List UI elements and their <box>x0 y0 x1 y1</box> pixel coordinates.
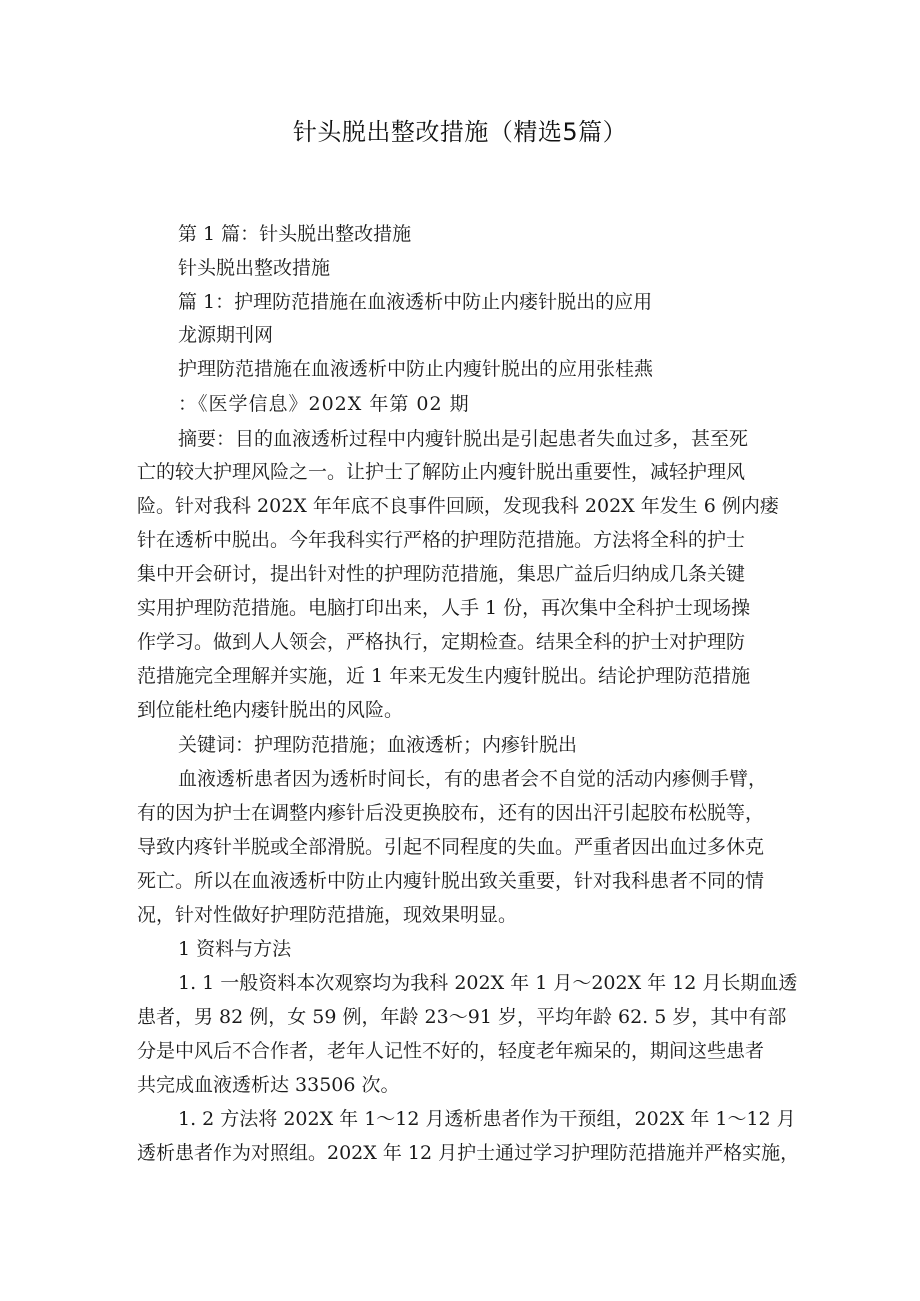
document-title: 针头脱出整改措施（精选5篇） <box>292 118 628 146</box>
abstract-line: 到位能杜绝内瘘针脱出的风险。 <box>137 699 404 721</box>
body-line: 有的因为护士在调整内瘆针后没更换胶布，还有的因出汗引起胶布松脱等， <box>137 802 765 824</box>
abstract-line: 作学习。做到人人领会，严格执行，定期检查。结果全科的护士对护理防 <box>137 631 746 653</box>
subtitle-line: 针头脱出整改措施 <box>178 257 331 279</box>
body-line: 死亡。所以在血液透析中防止内瘦针脱出致关重要，针对我科患者不同的情 <box>137 870 765 892</box>
article-heading: 篇 1：护理防范措施在血液透析中防止内瘘针脱出的应用 <box>178 291 653 313</box>
body-line: 分是中风后不合作者，老年人记性不好的，轻度老年痴呆的，期间这些患者 <box>137 1040 765 1062</box>
journal-info: ：《医学信息》202X 年第 02 期 <box>178 393 470 415</box>
section-heading-methods: 1 资料与方法 <box>178 938 292 960</box>
body-line: 患者，男 82 例，女 59 例，年龄 23～91 岁，平均年龄 62. 5 岁，其中有部 <box>137 1006 787 1028</box>
abstract-line: 险。针对我科 202X 年年底不良事件回顾，发现我科 202X 年发生 6 例内瘘 <box>137 495 779 517</box>
body-line: 导致内疼针半脱或全部滑脱。引起不同程度的失血。严重者因出血过多休克 <box>137 836 765 858</box>
abstract-line: 摘要：目的血液透析过程中内瘦针脱出是引起患者失血过多，甚至死 <box>178 428 749 450</box>
body-line: 况，针对性做好护理防范措施，现效果明显。 <box>137 904 518 926</box>
body-line: 血液透析患者因为透析时间长，有的患者会不自觉的活动内瘆侧手臂， <box>178 768 768 790</box>
abstract-line: 集中开会研讨，提出针对性的护理防范措施，集思广益后归纳成几条关键 <box>137 563 746 585</box>
section-heading: 第 1 篇：针头脱出整改措施 <box>178 223 412 245</box>
abstract-line: 实用护理防范措施。电脑打印出来，人手 1 份，再次集中全科护士现场操 <box>137 597 751 619</box>
abstract-line: 亡的较大护理风险之一。让护士了解防止内瘦针脱出重要性，减轻护理风 <box>137 461 746 483</box>
abstract-line: 针在透析中脱出。今年我科实行严格的护理防范措施。方法将全科的护士 <box>137 529 746 551</box>
body-line: 共完成血液透析达 33506 次。 <box>137 1074 400 1096</box>
keywords-line: 关键词：护理防范措施；血液透析；内瘆针脱出 <box>178 734 578 756</box>
abstract-line: 范措施完全理解并实施，近 1 年来无发生内瘦针脱出。结论护理防范措施 <box>137 665 751 687</box>
body-line: 1. 1 一般资料本次观察均为我科 202X 年 1 月～202X 年 12 月长期血透 <box>178 972 798 994</box>
body-line: 1. 2 方法将 202X 年 1～12 月透析患者作为干预组，202X 年 1～12 月 <box>178 1108 796 1130</box>
source-line: 龙源期刊网 <box>178 324 274 346</box>
article-title-author: 护理防范措施在血液透析中防止内瘦针脱出的应用张桂燕 <box>178 358 654 380</box>
body-line: 透析患者作为对照组。202X 年 12 月护士通过学习护理防范措施并严格实施， <box>137 1142 800 1164</box>
